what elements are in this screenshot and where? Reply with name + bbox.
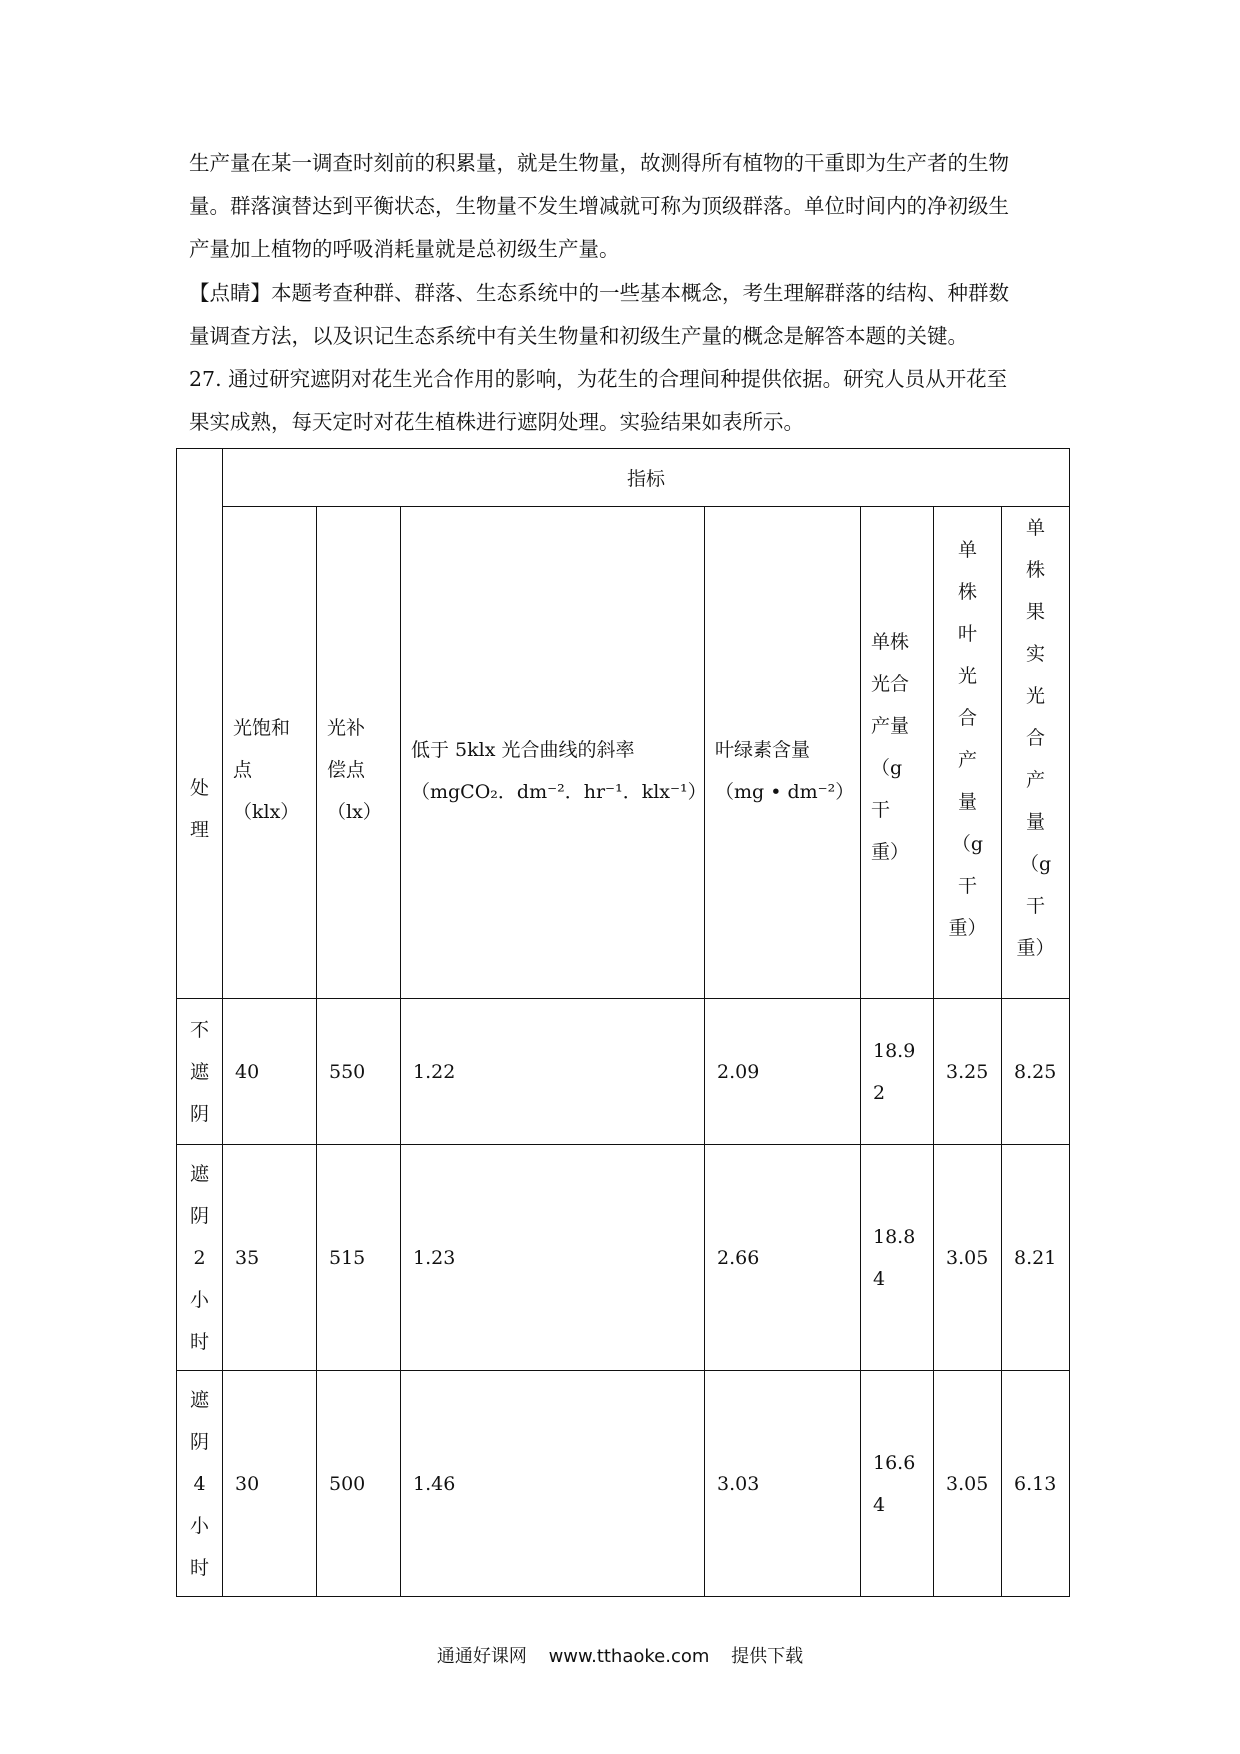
- treatment-header: 处 理: [177, 449, 223, 999]
- chlorophyll-cell: 2.09: [705, 999, 861, 1145]
- chlorophyll-header: 叶绿素含量 （mg • dm⁻²）: [705, 507, 861, 999]
- light-saturation-header: 光饱和 点 （klx）: [223, 507, 317, 999]
- table-row: [177, 999, 1070, 1145]
- treatment-cell: 遮 阴 2 小 时: [177, 1145, 223, 1371]
- chlorophyll-cell: 3.03: [705, 1371, 861, 1597]
- results-table: [176, 448, 1070, 1597]
- text-line: 【点睛】本题考查种群、群落、生态系统中的一些基本概念，考生理解群落的结构、种群数: [189, 281, 1009, 305]
- text-line: 量调查方法，以及识记生态系统中有关生物量和初级生产量的概念是解答本题的关键。: [189, 324, 968, 348]
- text-line: 生产量在某一调查时刻前的积累量，就是生物量，故测得所有植物的干重即为生产者的生物: [189, 151, 1009, 175]
- fruit-yield-cell: 6.13: [1002, 1371, 1070, 1597]
- paragraph-1: [189, 142, 1055, 271]
- plant-yield-cell: 16.6 4: [861, 1371, 934, 1597]
- leaf-yield-cell: 3.05: [934, 1145, 1002, 1371]
- question-27: [189, 358, 1055, 444]
- light-saturation-cell: 40: [223, 999, 317, 1145]
- leaf-yield-cell: 3.05: [934, 1371, 1002, 1597]
- treatment-cell: 遮 阴 4 小 时: [177, 1371, 223, 1597]
- text-line: 果实成熟，每天定时对花生植株进行遮阴处理。实验结果如表所示。: [189, 410, 804, 434]
- light-saturation-cell: 35: [223, 1145, 317, 1371]
- treatment-cell: 不 遮 阴: [177, 999, 223, 1145]
- text-line: 27. 通过研究遮阴对花生光合作用的影响，为花生的合理间种提供依据。研究人员从开花至: [189, 367, 1008, 391]
- light-saturation-cell: 30: [223, 1371, 317, 1597]
- light-compensation-cell: 550: [317, 999, 401, 1145]
- fruit-yield-cell: 8.25: [1002, 999, 1070, 1145]
- light-compensation-cell: 515: [317, 1145, 401, 1371]
- plant-yield-cell: 18.9 2: [861, 999, 934, 1145]
- footer-site: 通通好课网: [436, 1646, 527, 1667]
- footer-url[interactable]: www.tthaoke.com: [548, 1646, 710, 1667]
- page-footer: [0, 1642, 1240, 1668]
- fruit-yield-header: 单 株 果 实 光 合 产 量 （g 干 重）: [1002, 507, 1070, 999]
- slope-header: 低于 5klx 光合曲线的斜率 （mgCO₂．dm⁻²．hr⁻¹．klx⁻¹）: [401, 507, 705, 999]
- paragraph-2: [189, 272, 1055, 358]
- slope-cell: 1.22: [401, 999, 705, 1145]
- slope-cell: 1.23: [401, 1145, 705, 1371]
- footer-note: 提供下载: [731, 1646, 804, 1667]
- table-row: [177, 1371, 1070, 1597]
- chlorophyll-cell: 2.66: [705, 1145, 861, 1371]
- fruit-yield-cell: 8.21: [1002, 1145, 1070, 1371]
- text-line: 量。群落演替达到平衡状态，生物量不发生增减就可称为顶级群落。单位时间内的净初级生: [189, 194, 1009, 218]
- plant-yield-header: 单株 光合 产量 （g 干 重）: [861, 507, 934, 999]
- light-compensation-cell: 500: [317, 1371, 401, 1597]
- text-line: 产量加上植物的呼吸消耗量就是总初级生产量。: [189, 237, 620, 261]
- light-compensation-header: 光补 偿点 （lx）: [317, 507, 401, 999]
- table-row: [177, 1145, 1070, 1371]
- indicator-header: 指标: [223, 449, 1070, 507]
- plant-yield-cell: 18.8 4: [861, 1145, 934, 1371]
- leaf-yield-header: 单 株 叶 光 合 产 量 （g 干 重）: [934, 507, 1002, 999]
- leaf-yield-cell: 3.25: [934, 999, 1002, 1145]
- slope-cell: 1.46: [401, 1371, 705, 1597]
